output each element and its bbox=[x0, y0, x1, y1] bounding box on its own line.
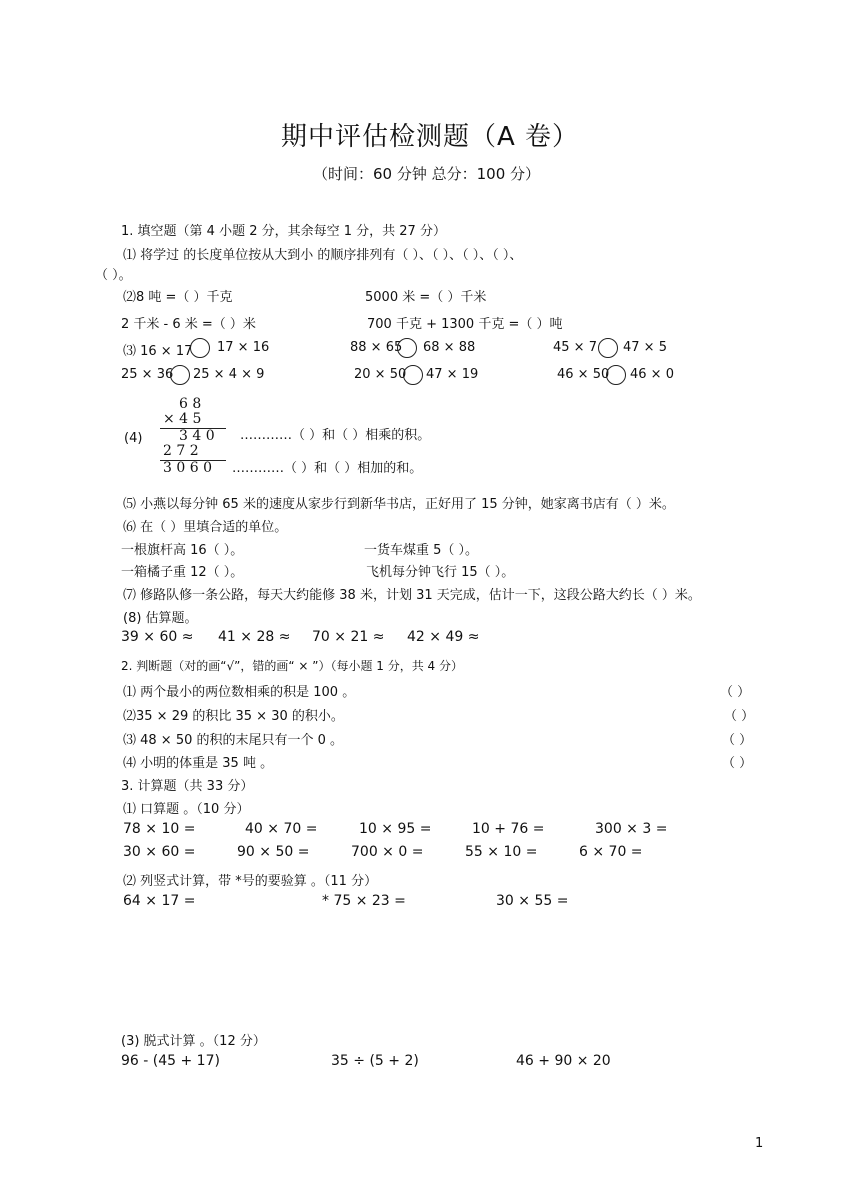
oral-problem: 90 × 50 = bbox=[237, 844, 310, 860]
q7: ⑺ 修路队修一条公路，每天大约能修 38 米，计划 31 天完成，估计一下，这段公路大约长（ ）米。 bbox=[123, 588, 701, 603]
oral-problem: 55 × 10 = bbox=[465, 844, 538, 860]
q3d-left: 25 × 36 bbox=[121, 367, 174, 382]
q1-line-2: （ ）。 bbox=[95, 268, 132, 283]
q2-tons-to-kg: ⑵8 吨 =（ ）千克 bbox=[123, 290, 233, 305]
page-title: 期中评估检测题（A 卷） bbox=[281, 122, 580, 152]
judge-answer-paren[interactable]: （ ） bbox=[722, 733, 753, 748]
vertical-calc-problem: * 75 × 23 = bbox=[322, 893, 406, 909]
q2-kg-to-tons: 700 千克 + 1300 千克 =（ ）吨 bbox=[367, 317, 563, 332]
step-calc-title: (3) 脱式计算 。（12 分） bbox=[121, 1034, 266, 1049]
vertical-partial-2: 2 7 2 bbox=[163, 443, 199, 459]
section-1-heading: 1. 填空题（第 4 小题 2 分，其余每空 1 分，共 27 分） bbox=[121, 224, 446, 239]
compare-circle[interactable] bbox=[403, 365, 423, 385]
q5: ⑸ 小燕以每分钟 65 米的速度从家步行到新华书店，正好用了 15 分钟，她家离书店有（ ）米。 bbox=[123, 497, 675, 512]
q3e-right: 47 × 19 bbox=[426, 367, 479, 382]
q2-km-minus-m: 2 千米 - 6 米 =（ ）米 bbox=[121, 317, 256, 332]
q4-label: (4) bbox=[124, 431, 143, 446]
q6: ⑹ 在（ ）里填合适的单位。 bbox=[123, 520, 288, 535]
vertical-calc-title: ⑵ 列竖式计算，带 *号的要验算 。（11 分） bbox=[123, 874, 378, 889]
q3e-left: 20 × 50 bbox=[354, 367, 407, 382]
oral-problem: 10 + 76 = bbox=[472, 821, 545, 837]
vertical-multiplier: × 4 5 bbox=[163, 411, 202, 427]
oral-title: ⑴ 口算题 。（10 分） bbox=[123, 802, 250, 817]
q3f-right: 46 × 0 bbox=[630, 367, 674, 382]
q8: (8) 估算题。 bbox=[123, 611, 198, 626]
section-2-heading: 2. 判断题（对的画“√”，错的画“ × ”）（每小题 1 分，共 4 分） bbox=[121, 659, 463, 673]
oral-problem: 40 × 70 = bbox=[245, 821, 318, 837]
compare-circle[interactable] bbox=[190, 338, 210, 358]
q3c-left: 45 × 7 bbox=[553, 340, 597, 355]
compare-circle[interactable] bbox=[606, 365, 626, 385]
oral-problem: 10 × 95 = bbox=[359, 821, 432, 837]
vertical-calc-problem: 64 × 17 = bbox=[123, 893, 196, 909]
compare-circle[interactable] bbox=[397, 338, 417, 358]
step-calc-problem: 35 ÷ (5 + 2) bbox=[331, 1053, 419, 1069]
q1-line-1: ⑴ 将学过 的长度单位按从大到小 的顺序排列有（ ）、（ ）、（ ）、（ ）、 bbox=[123, 248, 523, 263]
oral-problem: 300 × 3 = bbox=[595, 821, 668, 837]
q3f-left: 46 × 50 bbox=[557, 367, 610, 382]
q4-text-product: …………（ ）和（ ）相乘的积。 bbox=[240, 428, 431, 443]
q2-m-to-km: 5000 米 =（ ）千米 bbox=[365, 290, 487, 305]
q3b-left: 88 × 65 bbox=[350, 340, 403, 355]
q8d: 42 × 49 ≈ bbox=[407, 629, 480, 645]
section-3-heading: 3. 计算题（共 33 分） bbox=[121, 779, 254, 794]
judge-answer-paren[interactable]: （ ） bbox=[722, 756, 753, 771]
oral-problem: 30 × 60 = bbox=[123, 844, 196, 860]
vertical-result: 3 0 6 0 bbox=[163, 460, 212, 476]
compare-circle[interactable] bbox=[170, 365, 190, 385]
step-calc-problem: 96 - (45 + 17) bbox=[121, 1053, 220, 1069]
q6d: 飞机每分钟飞行 15（ ）。 bbox=[366, 565, 515, 580]
oral-problem: 6 × 70 = bbox=[579, 844, 643, 860]
judge-item-2: ⑵35 × 29 的积比 35 × 30 的积小。 bbox=[123, 709, 344, 724]
q3a-left: ⑶ 16 × 17 bbox=[123, 344, 193, 359]
vertical-partial-1: 3 4 0 bbox=[179, 428, 215, 444]
page-subtitle: （时间：60 分钟 总分：100 分） bbox=[313, 165, 541, 183]
judge-answer-paren[interactable]: （ ） bbox=[724, 709, 755, 724]
vertical-calc-problem: 30 × 55 = bbox=[496, 893, 569, 909]
q6b: 一货车煤重 5（ ）。 bbox=[364, 543, 479, 558]
oral-problem: 700 × 0 = bbox=[351, 844, 424, 860]
judge-item-3: ⑶ 48 × 50 的积的末尾只有一个 0 。 bbox=[123, 733, 344, 748]
judge-item-1: ⑴ 两个最小的两位数相乘的积是 100 。 bbox=[123, 685, 356, 700]
q8b: 41 × 28 ≈ bbox=[218, 629, 291, 645]
q3c-right: 47 × 5 bbox=[623, 340, 667, 355]
q3d-right: 25 × 4 × 9 bbox=[193, 367, 265, 382]
q3a-right: 17 × 16 bbox=[217, 340, 270, 355]
q8c: 70 × 21 ≈ bbox=[312, 629, 385, 645]
page-number: 1 bbox=[755, 1136, 764, 1151]
q6c: 一箱橘子重 12（ ）。 bbox=[121, 565, 244, 580]
q3b-right: 68 × 88 bbox=[423, 340, 476, 355]
judge-answer-paren[interactable]: （ ） bbox=[720, 685, 751, 700]
judge-item-4: ⑷ 小明的体重是 35 吨 。 bbox=[123, 756, 274, 771]
compare-circle[interactable] bbox=[598, 338, 618, 358]
q4-text-sum: …………（ ）和（ ）相加的和。 bbox=[232, 461, 423, 476]
step-calc-problem: 46 + 90 × 20 bbox=[516, 1053, 611, 1069]
q8a: 39 × 60 ≈ bbox=[121, 629, 194, 645]
vertical-multiplicand: 6 8 bbox=[179, 396, 202, 412]
q6a: 一根旗杆高 16（ ）。 bbox=[121, 543, 244, 558]
oral-problem: 78 × 10 = bbox=[123, 821, 196, 837]
